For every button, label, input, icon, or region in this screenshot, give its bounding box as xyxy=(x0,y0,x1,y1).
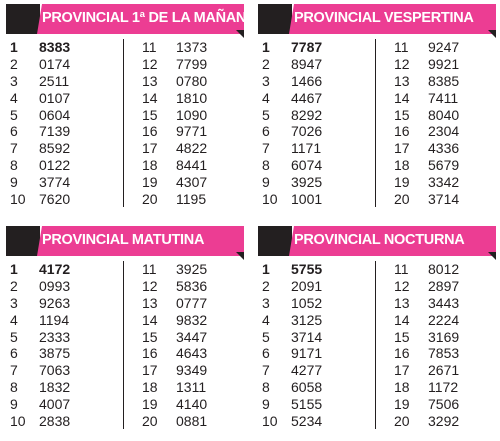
result-row xyxy=(380,379,492,396)
result-position: 4 xyxy=(262,311,270,328)
result-number: 1373 xyxy=(176,39,208,55)
result-position: 7 xyxy=(10,362,18,379)
result-row xyxy=(380,56,492,73)
result-number: 1172 xyxy=(428,379,459,396)
result-position: 10 xyxy=(262,413,278,430)
result-number: 2333 xyxy=(39,328,71,345)
result-row xyxy=(380,123,492,140)
result-row xyxy=(6,73,118,90)
left-results-column xyxy=(6,39,118,208)
result-position: 6 xyxy=(262,345,270,362)
result-number: 7026 xyxy=(291,123,323,140)
result-position: 7 xyxy=(262,140,270,157)
result-position: 13 xyxy=(142,294,158,311)
result-row xyxy=(258,379,370,396)
result-position: 20 xyxy=(394,191,410,208)
result-position: 3 xyxy=(262,294,270,311)
left-results-column xyxy=(6,261,118,430)
result-row xyxy=(128,396,240,413)
result-number: 2671 xyxy=(428,362,460,379)
panel-title: PROVINCIAL MATUTINA xyxy=(42,232,205,248)
right-results-column xyxy=(128,261,240,430)
result-number: 0881 xyxy=(176,413,208,430)
result-number: 3292 xyxy=(428,413,460,430)
result-position: 2 xyxy=(10,277,18,294)
result-row xyxy=(258,396,370,413)
result-row xyxy=(380,157,492,174)
result-number: 0604 xyxy=(39,106,71,123)
result-position: 9 xyxy=(10,174,18,191)
result-number: 4643 xyxy=(176,345,208,362)
result-number: 3714 xyxy=(291,328,323,345)
result-row xyxy=(128,278,240,295)
result-position: 20 xyxy=(142,191,158,208)
result-number: 3342 xyxy=(428,174,460,191)
result-position: 7 xyxy=(262,362,270,379)
result-number: 0107 xyxy=(39,89,71,106)
result-number: 5836 xyxy=(176,277,208,294)
right-results-column xyxy=(380,261,492,430)
result-row xyxy=(128,362,240,379)
result-row xyxy=(6,345,118,362)
result-number: 1090 xyxy=(176,106,208,123)
first-prize-row xyxy=(6,261,118,278)
result-position: 6 xyxy=(262,123,270,140)
result-row xyxy=(128,73,240,90)
result-position: 16 xyxy=(394,123,410,140)
result-row xyxy=(6,56,118,73)
result-row xyxy=(128,39,240,56)
header-corner-tab xyxy=(488,30,496,38)
result-number: 8592 xyxy=(39,140,71,157)
result-number: 8383 xyxy=(39,39,71,55)
result-number: 7787 xyxy=(291,39,323,55)
lottery-panel-provincial-primera-manana xyxy=(6,4,257,209)
result-row xyxy=(258,73,370,90)
result-row xyxy=(128,261,240,278)
result-number: 1052 xyxy=(291,294,323,311)
result-number: 1171 xyxy=(291,140,322,157)
result-position: 1 xyxy=(10,261,18,277)
result-number: 1311 xyxy=(176,379,207,396)
result-number: 1832 xyxy=(39,379,71,396)
result-number: 2897 xyxy=(428,277,460,294)
result-position: 19 xyxy=(394,396,410,413)
result-row xyxy=(380,345,492,362)
result-number: 1466 xyxy=(291,72,323,89)
result-position: 9 xyxy=(10,396,18,413)
result-number: 4307 xyxy=(176,174,208,191)
result-position: 10 xyxy=(10,191,26,208)
result-number: 5755 xyxy=(291,261,323,277)
result-row xyxy=(380,295,492,312)
panel-title: PROVINCIAL 1ª DE LA MAÑANA xyxy=(42,10,257,26)
result-number: 7063 xyxy=(39,362,71,379)
result-row xyxy=(258,140,370,157)
result-number: 9349 xyxy=(176,362,208,379)
result-number: 6074 xyxy=(291,157,323,174)
result-position: 1 xyxy=(262,39,270,55)
panel-title: PROVINCIAL VESPERTINA xyxy=(294,10,474,26)
header-corner-tab xyxy=(488,252,496,260)
first-prize-row xyxy=(258,39,370,56)
result-position: 8 xyxy=(10,157,18,174)
result-number: 9771 xyxy=(176,123,208,140)
result-row xyxy=(6,329,118,346)
result-position: 10 xyxy=(262,191,278,208)
result-number: 0780 xyxy=(176,72,208,89)
result-number: 8385 xyxy=(428,72,460,89)
result-row xyxy=(128,157,240,174)
result-row xyxy=(6,107,118,124)
result-position: 17 xyxy=(142,140,158,157)
result-position: 12 xyxy=(394,277,410,294)
result-number: 4467 xyxy=(291,89,323,106)
result-position: 11 xyxy=(142,39,157,55)
header-dark-block xyxy=(6,226,40,256)
result-position: 20 xyxy=(394,413,410,430)
result-row xyxy=(128,379,240,396)
result-number: 8441 xyxy=(176,157,208,174)
result-position: 5 xyxy=(10,328,18,345)
result-row xyxy=(128,345,240,362)
result-position: 12 xyxy=(142,55,158,72)
result-row xyxy=(258,362,370,379)
left-results-column xyxy=(258,261,370,430)
result-number: 2224 xyxy=(428,311,460,328)
result-row xyxy=(380,90,492,107)
result-position: 13 xyxy=(394,72,410,89)
result-number: 5155 xyxy=(291,396,323,413)
panel-header xyxy=(258,4,496,34)
result-number: 7506 xyxy=(428,396,460,413)
result-position: 16 xyxy=(142,345,158,362)
column-divider xyxy=(123,39,124,207)
result-position: 14 xyxy=(142,311,158,328)
result-number: 2838 xyxy=(39,413,71,430)
result-position: 19 xyxy=(142,174,158,191)
result-number: 1195 xyxy=(176,191,207,208)
result-number: 4822 xyxy=(176,140,208,157)
result-position: 4 xyxy=(10,89,18,106)
left-results-column xyxy=(258,39,370,208)
result-row xyxy=(258,329,370,346)
panel-header xyxy=(258,226,496,256)
result-position: 9 xyxy=(262,174,270,191)
column-divider xyxy=(375,261,376,429)
result-number: 2511 xyxy=(39,72,70,89)
result-row xyxy=(258,56,370,73)
result-position: 10 xyxy=(10,413,26,430)
result-number: 2304 xyxy=(428,123,460,140)
result-number: 3774 xyxy=(39,174,71,191)
result-number: 7620 xyxy=(39,191,71,208)
result-position: 2 xyxy=(262,277,270,294)
result-row xyxy=(6,278,118,295)
result-row xyxy=(128,123,240,140)
result-position: 18 xyxy=(394,379,410,396)
result-number: 7139 xyxy=(39,123,71,140)
result-number: 3714 xyxy=(428,191,460,208)
result-number: 4140 xyxy=(176,396,208,413)
result-number: 4336 xyxy=(428,140,460,157)
result-number: 6058 xyxy=(291,379,323,396)
result-row xyxy=(258,345,370,362)
result-position: 13 xyxy=(142,72,158,89)
result-position: 16 xyxy=(142,123,158,140)
result-number: 1810 xyxy=(176,89,208,106)
result-position: 11 xyxy=(394,261,409,277)
result-number: 0174 xyxy=(39,55,71,72)
result-row xyxy=(6,413,118,430)
result-number: 7411 xyxy=(428,89,459,106)
result-row xyxy=(258,295,370,312)
result-position: 11 xyxy=(142,261,157,277)
result-row xyxy=(128,312,240,329)
result-number: 3447 xyxy=(176,328,208,345)
panel-header xyxy=(6,226,244,256)
result-row xyxy=(6,174,118,191)
result-row xyxy=(6,312,118,329)
result-position: 17 xyxy=(142,362,158,379)
result-row xyxy=(380,261,492,278)
result-row xyxy=(258,123,370,140)
result-row xyxy=(380,413,492,430)
result-position: 3 xyxy=(10,72,18,89)
result-number: 7799 xyxy=(176,55,208,72)
result-position: 2 xyxy=(10,55,18,72)
result-position: 7 xyxy=(10,140,18,157)
result-number: 9247 xyxy=(428,39,460,55)
result-row xyxy=(6,191,118,208)
result-number: 8947 xyxy=(291,55,323,72)
result-row xyxy=(258,413,370,430)
first-prize-row xyxy=(6,39,118,56)
result-number: 4277 xyxy=(291,362,323,379)
result-row xyxy=(6,396,118,413)
result-row xyxy=(258,278,370,295)
result-position: 20 xyxy=(142,413,158,430)
result-row xyxy=(6,362,118,379)
column-divider xyxy=(375,39,376,207)
result-row xyxy=(380,140,492,157)
result-position: 11 xyxy=(394,39,409,55)
result-number: 8040 xyxy=(428,106,460,123)
result-position: 18 xyxy=(142,379,158,396)
result-row xyxy=(128,140,240,157)
result-row xyxy=(128,191,240,208)
result-number: 0993 xyxy=(39,277,71,294)
result-position: 14 xyxy=(394,89,410,106)
result-row xyxy=(258,312,370,329)
result-number: 2091 xyxy=(291,277,323,294)
result-position: 6 xyxy=(10,345,18,362)
lottery-panel-provincial-nocturna xyxy=(258,226,496,431)
result-row xyxy=(258,174,370,191)
result-position: 5 xyxy=(262,106,270,123)
result-position: 19 xyxy=(142,396,158,413)
result-position: 5 xyxy=(10,106,18,123)
result-row xyxy=(258,107,370,124)
result-position: 19 xyxy=(394,174,410,191)
result-row xyxy=(380,107,492,124)
result-row xyxy=(128,174,240,191)
result-number: 8292 xyxy=(291,106,323,123)
result-position: 16 xyxy=(394,345,410,362)
result-row xyxy=(6,123,118,140)
result-number: 8012 xyxy=(428,261,460,277)
header-corner-tab xyxy=(236,30,244,38)
result-row xyxy=(258,191,370,208)
result-row xyxy=(380,312,492,329)
result-position: 4 xyxy=(262,89,270,106)
result-position: 8 xyxy=(262,379,270,396)
result-number: 5234 xyxy=(291,413,323,430)
result-number: 3443 xyxy=(428,294,460,311)
result-position: 18 xyxy=(142,157,158,174)
result-row xyxy=(380,278,492,295)
result-number: 3125 xyxy=(291,311,323,328)
result-position: 18 xyxy=(394,157,410,174)
result-position: 2 xyxy=(262,55,270,72)
result-row xyxy=(6,157,118,174)
result-position: 15 xyxy=(142,328,158,345)
result-number: 9263 xyxy=(39,294,71,311)
result-position: 12 xyxy=(142,277,158,294)
header-corner-tab xyxy=(236,252,244,260)
result-position: 1 xyxy=(10,39,18,55)
result-number: 5679 xyxy=(428,157,460,174)
result-position: 17 xyxy=(394,140,410,157)
result-position: 4 xyxy=(10,311,18,328)
result-number: 3925 xyxy=(291,174,323,191)
header-dark-block xyxy=(258,226,292,256)
result-position: 17 xyxy=(394,362,410,379)
result-row xyxy=(128,107,240,124)
result-row xyxy=(6,90,118,107)
result-position: 13 xyxy=(394,294,410,311)
result-row xyxy=(128,56,240,73)
result-row xyxy=(6,295,118,312)
right-results-column xyxy=(380,39,492,208)
result-position: 8 xyxy=(262,157,270,174)
result-row xyxy=(128,295,240,312)
result-row xyxy=(380,174,492,191)
result-number: 9832 xyxy=(176,311,208,328)
result-number: 0777 xyxy=(176,294,208,311)
result-number: 3169 xyxy=(428,328,460,345)
result-position: 15 xyxy=(142,106,158,123)
result-row xyxy=(6,140,118,157)
panel-header xyxy=(6,4,257,34)
header-dark-block xyxy=(6,4,40,34)
result-row xyxy=(6,379,118,396)
result-number: 4172 xyxy=(39,261,71,277)
panel-title: PROVINCIAL NOCTURNA xyxy=(294,232,465,248)
result-position: 8 xyxy=(10,379,18,396)
result-position: 15 xyxy=(394,328,410,345)
result-position: 14 xyxy=(142,89,158,106)
result-number: 9171 xyxy=(291,345,323,362)
result-number: 7853 xyxy=(428,345,460,362)
result-row xyxy=(380,191,492,208)
result-row xyxy=(128,90,240,107)
result-row xyxy=(380,396,492,413)
result-number: 4007 xyxy=(39,396,71,413)
result-number: 1001 xyxy=(291,191,323,208)
result-row xyxy=(380,362,492,379)
result-position: 14 xyxy=(394,311,410,328)
header-dark-block xyxy=(258,4,292,34)
result-row xyxy=(128,413,240,430)
lottery-panel-provincial-matutina xyxy=(6,226,244,431)
result-row xyxy=(258,157,370,174)
result-position: 15 xyxy=(394,106,410,123)
column-divider xyxy=(123,261,124,429)
result-position: 1 xyxy=(262,261,270,277)
result-position: 12 xyxy=(394,55,410,72)
first-prize-row xyxy=(258,261,370,278)
result-position: 9 xyxy=(262,396,270,413)
result-row xyxy=(380,329,492,346)
result-position: 3 xyxy=(10,294,18,311)
result-number: 0122 xyxy=(39,157,71,174)
result-position: 6 xyxy=(10,123,18,140)
result-row xyxy=(128,329,240,346)
result-number: 9921 xyxy=(428,55,460,72)
result-row xyxy=(380,73,492,90)
result-position: 3 xyxy=(262,72,270,89)
result-row xyxy=(258,90,370,107)
right-results-column xyxy=(128,39,240,208)
result-number: 3875 xyxy=(39,345,71,362)
result-position: 5 xyxy=(262,328,270,345)
lottery-panel-provincial-vespertina xyxy=(258,4,496,209)
result-number: 3925 xyxy=(176,261,208,277)
result-number: 1194 xyxy=(39,311,70,328)
result-row xyxy=(380,39,492,56)
